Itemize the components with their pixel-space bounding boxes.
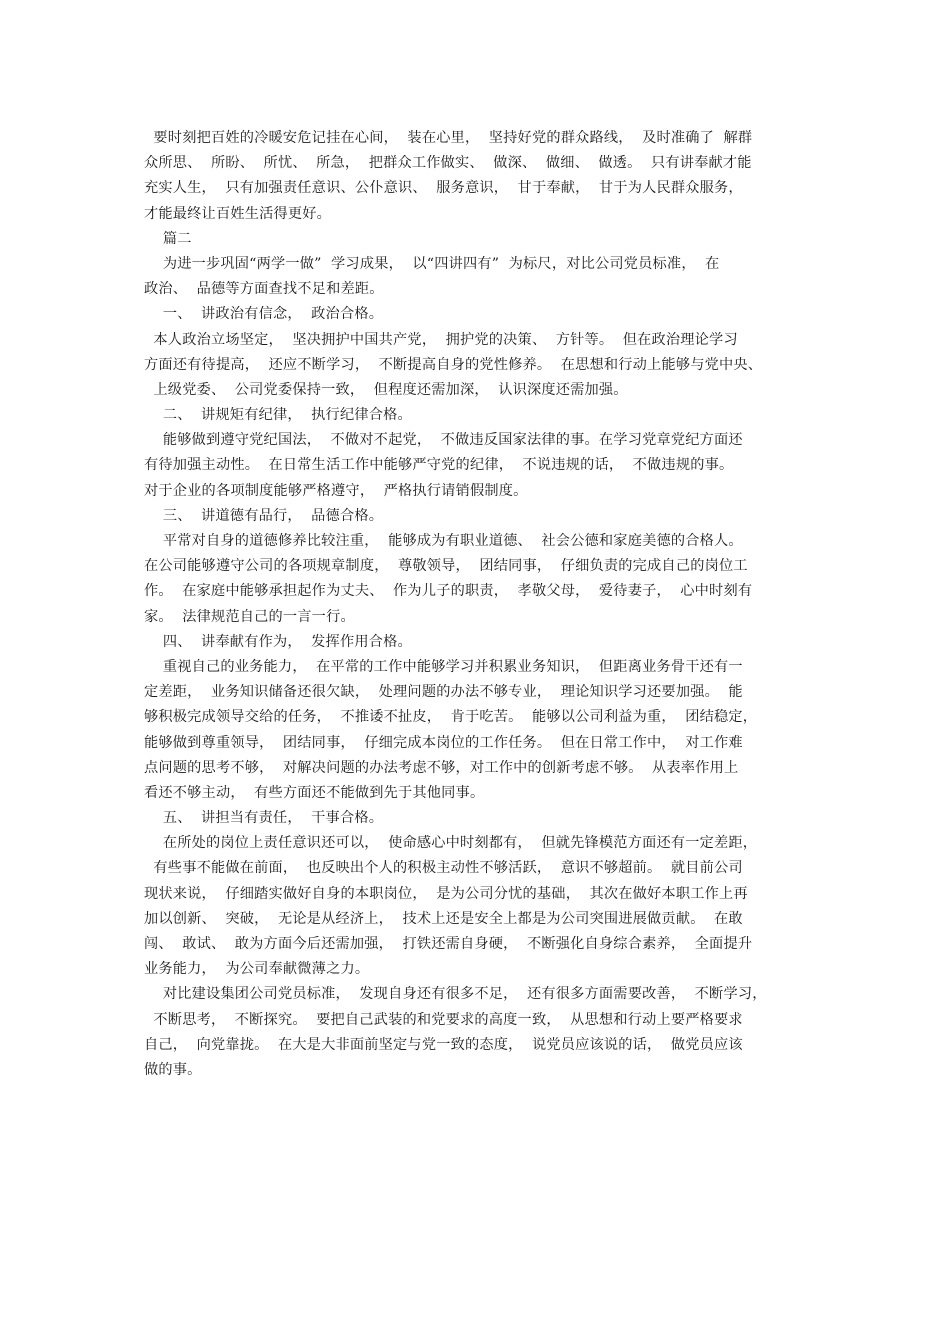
text-line: 平常对自身的道德修养比较注重， 能够成为有职业道德、 社会公德和家庭美德的合格人。 — [144, 533, 743, 549]
text-line: 自己， 向党靠拢。 在大是大非面前坚定与党一致的态度， 说党员应该说的话， 做党员应该 — [144, 1036, 743, 1053]
text-line: 不断思考， 不断探究。 要把自己武装的和党要求的高度一致， 从思想和行动上要严格要求 — [144, 1011, 743, 1028]
text-line: 作。 在家庭中能够承担起作为丈夫、 作为儿子的职责， 孝敬父母， 爱待妻子， 心中时刻有 — [144, 583, 753, 600]
text-line: 众所思、 所盼、 所忧、 所急， 把群众工作做实、 做深、 做细、 做透。 只有讲奉献才能 — [144, 155, 752, 172]
text-line: 方面还有待提高， 还应不断学习， 不断提高自身的党性修养。 在思想和行动上能够与党中央、 — [144, 356, 763, 373]
text-line: 为进一步巩固“两学一做” 学习成果， 以“四讲四有” 为标尺，对比公司党员标准， 在 — [144, 255, 720, 272]
text-line: 有些事不能做在前面， 也反映出个人的积极主动性不够活跃， 意识不够超前。 就目前公司 — [144, 860, 743, 877]
text-line: 要时刻把百姓的冷暖安危记挂在心间， 装在心里， 坚持好党的群众路线， 及时准确了 解群 — [144, 130, 753, 146]
text-line: 在公司能够遵守公司的各项规章制度， 尊敬领导， 团结同事， 仔细负责的完成自己的岗位工 — [144, 558, 748, 575]
text-line: 有待加强主动性。 在日常生活工作中能够严守党的纪律， 不说违规的话， 不做违规的事。 — [144, 457, 734, 474]
text-line: 篇二 — [144, 230, 192, 247]
text-line: 充实人生， 只有加强责任意识、公仆意识、 服务意识， 甘于奉献， 甘于为人民群众服务， — [144, 180, 743, 197]
text-line: 点问题的思考不够， 对解决问题的办法考虑不够，对工作中的创新考虑不够。 从表率作用上 — [144, 759, 739, 776]
text-line: 本人政治立场坚定， 坚决拥护中国共产党， 拥护党的决策、 方针等。 但在政治理论学习 — [144, 331, 738, 348]
text-line: 够积极完成领导交给的任务， 不推诿不扯皮， 肯于吃苦。 能够以公司利益为重， 团结稳定， — [144, 709, 758, 726]
text-line: 重视自己的业务能力， 在平常的工作中能够学习并积累业务知识， 但距离业务骨干还有一 — [144, 658, 743, 675]
text-line: 二、 讲规矩有纪律， 执行纪律合格。 — [144, 407, 412, 424]
text-line: 加以创新、 突破， 无论是从经济上， 技术上还是安全上都是为公司突围进展做贡献。 在敢 — [144, 910, 743, 927]
text-line: 才能最终让百姓生活得更好。 — [144, 205, 332, 222]
text-line: 业务能力， 为公司奉献微薄之力。 — [144, 961, 370, 978]
text-line: 一、 讲政治有信念， 政治合格。 — [144, 306, 384, 323]
text-line: 在所处的岗位上责任意识还可以， 使命感心中时刻都有， 但就先锋模范方面还有一定差距， — [144, 835, 758, 852]
text-line: 三、 讲道德有品行， 品德合格。 — [144, 507, 384, 524]
text-line: 对比建设集团公司党员标准， 发现自身还有很多不足， 还有很多方面需要改善， 不断学习， — [144, 986, 767, 1003]
document-page — [144, 126, 810, 1083]
text-line: 定差距， 业务知识储备还很欠缺， 处理问题的办法不够专业， 理论知识学习还要加强。 能 — [144, 684, 743, 701]
text-line: 能够做到尊重领导， 团结同事， 仔细完成本岗位的工作任务。 但在日常工作中， 对工作难 — [144, 734, 743, 751]
text-line: 四、 讲奉献有作为， 发挥作用合格。 — [144, 633, 412, 650]
text-line: 上级党委、 公司党委保持一致， 但程度还需加深， 认识深度还需加强。 — [144, 381, 628, 398]
text-line: 做的事。 — [144, 1061, 202, 1078]
text-line: 对于企业的各项制度能够严格遵守， 严格执行请销假制度。 — [144, 482, 528, 499]
text-line: 现状来说， 仔细踏实做好自身的本职岗位， 是为公司分忧的基础， 其次在做好本职工作上再 — [144, 885, 748, 902]
text-line: 能够做到遵守党纪国法， 不做对不起党， 不做违反国家法律的事。在学习党章党纪方面还 — [144, 432, 743, 449]
text-line: 家。 法律规范自己的一言一行。 — [144, 608, 355, 625]
text-line: 看还不够主动， 有些方面还不能做到先于其他同事。 — [144, 784, 485, 801]
text-line: 闯、 敢试、 敢为方面今后还需加强， 打铁还需自身硬， 不断强化自身综合素养， 全面提升 — [144, 936, 753, 952]
text-line: 五、 讲担当有责任， 干事合格。 — [144, 810, 384, 827]
text-line: 政治、 品德等方面查找不足和差距。 — [144, 281, 384, 298]
